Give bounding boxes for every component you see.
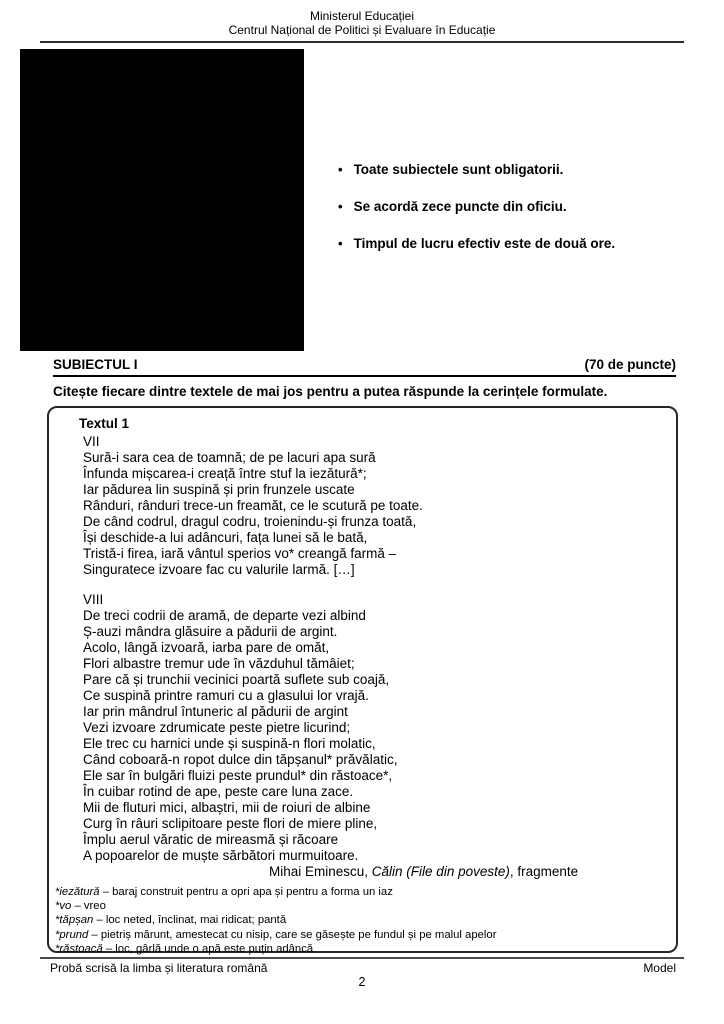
footer-exam-name: Probă scrisă la limba și literatura română [50, 961, 268, 975]
notice-item [338, 162, 668, 178]
poem-line: Singuratece izvoare fac cu valurile larmă. […] [83, 562, 355, 577]
footnote-definition: – loc neted, înclinat, mai ridicat; pantă [93, 914, 287, 927]
redacted-black-box [20, 49, 304, 351]
text-1-box [47, 406, 678, 953]
poem-line: Iar prin mândrul întuneric al pădurii de argint [83, 704, 348, 719]
bullet-icon: • [338, 236, 343, 251]
poem-line: Curg în râuri sclipitoare peste flori de miere pline, [83, 816, 378, 831]
page-footer [50, 961, 676, 975]
footnote [55, 885, 676, 899]
footnote [55, 899, 676, 913]
poem-line: Înfunda mișcarea-i creață între stuf la iezătură*; [83, 466, 367, 481]
attribution-work-title: Călin (File din poveste) [371, 864, 510, 879]
bullet-icon: • [338, 162, 343, 177]
page-header [0, 9, 724, 37]
footer-divider [40, 957, 684, 959]
poem-line: Rânduri, rânduri trece-un freamăt, ce le scutură pe toate. [83, 498, 423, 513]
subject-title: SUBIECTUL I [53, 357, 138, 372]
poem-line: De când codrul, dragul codru, troienindu-și frunza toată, [83, 514, 417, 529]
poem-line: Sură-i sara cea de toamnă; de pe lacuri apa sură [83, 450, 376, 465]
footnote [55, 928, 676, 942]
footnote [55, 942, 676, 956]
footnote-definition: – vreo [71, 900, 106, 913]
bullet-icon: • [338, 199, 343, 214]
attribution [269, 864, 676, 880]
poem-line: Flori albastre tremur ude în văzduhul tămâiet; [83, 656, 355, 671]
page-number: 2 [358, 975, 366, 989]
subject-instruction: Citește fiecare dintre textele de mai jos pentru a putea răspunde la cerințele formulate. [53, 384, 608, 399]
poem-line: A popoarelor de muște sărbători murmuitoare. [83, 848, 359, 863]
subject-header [53, 357, 676, 377]
notice-text: Toate subiectele sunt obligatorii. [353, 162, 564, 177]
stanza-number: VIII [83, 592, 104, 607]
header-ministry: Ministerul Educației [309, 9, 415, 23]
poem-line: Vezi izvoare zdrumicate peste pietre licurind; [83, 720, 351, 735]
footnote-definition: – loc, gârlă unde o apă este puțin adâncă [102, 942, 314, 955]
subject-points: (70 de puncte) [584, 357, 676, 372]
poem-line: Când coboară-n ropot dulce din tăpșanul* prăvălatic, [83, 752, 398, 767]
poem-line: De treci codrii de aramă, de departe vezi albind [83, 608, 366, 623]
poem-line: Iar pădurea lin suspină și prin frunzele uscate [83, 482, 355, 497]
attribution-suffix: , fragmente [509, 864, 579, 879]
poem-line: Ele sar în bulgări fluizi peste prundul* din răstoace*, [83, 768, 393, 783]
notice-text: Timpul de lucru efectiv este de două ore. [353, 236, 616, 251]
notice-text: Se acordă zece puncte din oficiu. [353, 199, 567, 214]
attribution-author: Mihai Eminescu, [269, 864, 372, 879]
notice-item [338, 236, 668, 252]
footnote-term: *tăpșan [55, 914, 94, 927]
footnote-term: *prund [55, 928, 89, 941]
footnote-definition: – baraj construit pentru a opri apa și pentru a forma un iaz [99, 886, 393, 898]
text-label: Textul 1 [79, 416, 130, 431]
poem-line: Împlu aerul văratic de mireasmă și răcoare [83, 832, 339, 847]
footnote-term: *răstoacă [55, 942, 103, 955]
poem-line: Își deschide-a lui adâncuri, fața lunei să le bată, [83, 530, 368, 545]
footer-model-label: Model [643, 961, 676, 975]
footnote [55, 913, 676, 927]
poem-line: Ș-auzi mândra glăsuire a pădurii de argint. [83, 624, 338, 639]
poem-line: Mii de fluturi mici, albaștri, mii de roiuri de albine [83, 800, 371, 815]
poem-line: Tristă-i firea, iară vântul sperios vo* creangă farmă – [83, 546, 397, 561]
stanza-number: VII [83, 434, 100, 449]
poem-line: Pare că și trunchii vecinici poartă suflete sub coajă, [83, 672, 390, 687]
poem-line: În cuibar rotind de ape, peste care luna zace. [83, 784, 354, 799]
footnote-list [55, 885, 676, 956]
header-center: Centrul Național de Politici și Evaluare în Educație [228, 23, 496, 37]
stanza-viii [83, 592, 676, 864]
header-divider [40, 41, 684, 43]
notice-item [338, 199, 668, 215]
poem-line: Ele trec cu harnici unde și suspină-n flori molatic, [83, 736, 376, 751]
footnote-definition: – pietriș mărunt, amestecat cu nisip, care se găsește pe fundul și pe malul apelor [88, 928, 497, 941]
footnote-term: *iezătură [55, 886, 100, 898]
footnote-term: *vo [55, 900, 72, 913]
notice-list [338, 162, 668, 273]
poem-line: Acolo, lângă izvoară, iarba pare de omăt, [83, 640, 330, 655]
stanza-vii [83, 434, 676, 578]
poem-line: Ce suspină printre ramuri cu a glasului lor vrajă. [83, 688, 369, 703]
